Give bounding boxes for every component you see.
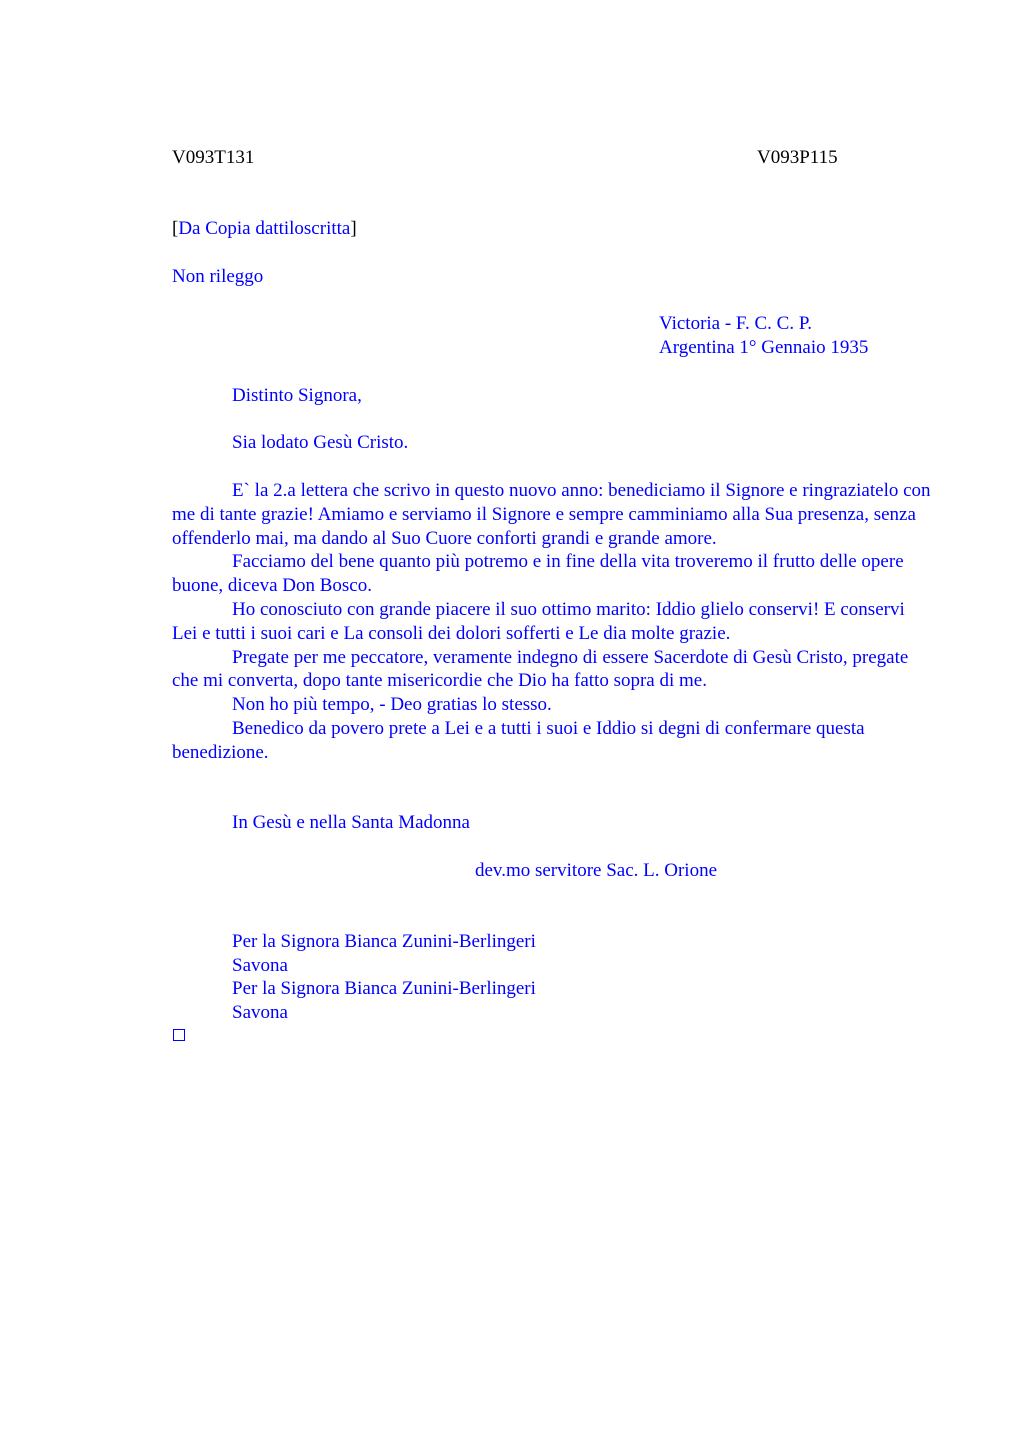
closing: In Gesù e nella Santa Madonna (232, 812, 470, 833)
source-note (172, 217, 357, 241)
place-line: Victoria - F. C. C. P. (659, 313, 813, 334)
body-paragraph: Benedico da povero prete a Lei e a tutti i suoi e Iddio si degni di confermare questa benedizione. (172, 717, 865, 763)
body-paragraph: E` la 2.a lettera che scrivo in questo nuovo anno: benediciamo il Signore e ringraziatelo con me di tante grazie! Amiamo e serviamo il Signore e sempre camminiamo alla Sua presenza, senza offenderlo mai, ma dando al Suo Cuore conforti grandi e grande amore. (172, 480, 931, 549)
source-note-open-bracket: [ (172, 218, 179, 239)
signature: dev.mo servitore Sac. L. Orione (475, 860, 717, 881)
letter-body (172, 479, 932, 765)
salutation: Distinto Signora, (232, 385, 362, 406)
address-recipient: Per la Signora Bianca Zunini-Berlingeri (232, 931, 536, 952)
address-city: Savona (232, 1002, 288, 1023)
date-line: Argentina 1° Gennaio 1935 (659, 337, 869, 358)
source-note-text: Da Copia dattiloscritta (178, 218, 351, 239)
source-note-close-bracket: ] (350, 218, 357, 239)
greeting: Sia lodato Gesù Cristo. (232, 432, 409, 453)
body-paragraph: Ho conosciuto con grande piacere il suo ottimo marito: Iddio glielo conservi! E conservi Lei e tutti i suoi cari e La consoli dei dolori sofferti e Le dia molte grazie. (172, 598, 905, 644)
body-paragraph: Non ho più tempo, - Deo gratias lo stesso. (232, 694, 552, 716)
header-right-code: V093P115 (757, 147, 838, 168)
header-left-code: V093T131 (172, 147, 255, 168)
non-rileggo-note: Non rileggo (172, 266, 264, 287)
body-paragraph: Facciamo del bene quanto più potremo e in fine della vita troveremo il frutto delle opere buone, diceva Don Bosco. (172, 551, 904, 597)
address-city: Savona (232, 955, 288, 976)
empty-box-icon (173, 1029, 185, 1041)
address-recipient: Per la Signora Bianca Zunini-Berlingeri (232, 978, 536, 999)
body-paragraph: Pregate per me peccatore, veramente indegno di essere Sacerdote di Gesù Cristo, pregate che mi converta, dopo tante misericordie che Dio ha fatto sopra di me. (172, 646, 909, 692)
